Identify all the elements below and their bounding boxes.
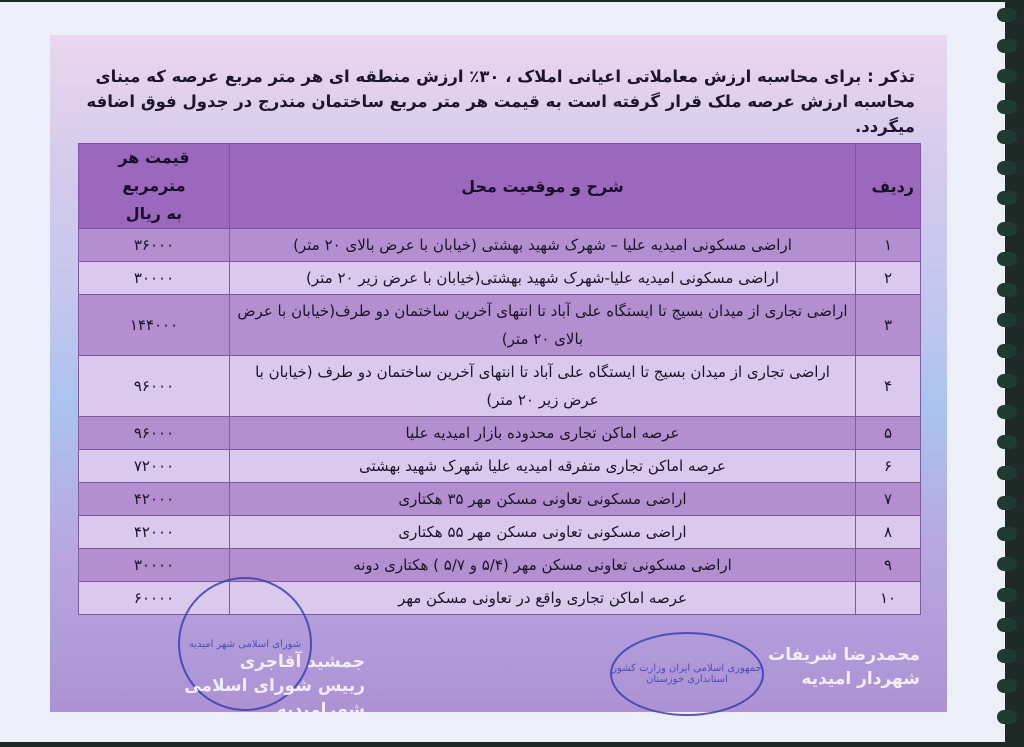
price-cell: ۷۲۰۰۰ — [79, 450, 230, 483]
binding-hole — [997, 130, 1017, 144]
price-table — [78, 143, 921, 615]
binding-hole — [997, 496, 1017, 510]
binding-hole — [997, 649, 1017, 663]
binding-hole — [997, 161, 1017, 175]
row-number-cell: ۴ — [856, 356, 921, 417]
governorate-stamp: جمهوری اسلامی ایران وزارت کشور استانداری خوزستان — [610, 632, 764, 716]
price-cell: ۳۶۰۰۰ — [79, 229, 230, 262]
row-number-cell: ۷ — [856, 483, 921, 516]
row-number-cell: ۸ — [856, 516, 921, 549]
table-row — [79, 262, 921, 295]
binding-hole — [997, 405, 1017, 419]
price-cell: ۱۴۴۰۰۰ — [79, 295, 230, 356]
description-cell: اراضی مسکونی امیدیه علیا-شهرک شهید بهشتی(خیابان با عرض زیر ۲۰ متر) — [230, 262, 856, 295]
description-cell: اراضی مسکونی تعاونی مسکن مهر ۵۵ هکتاری — [230, 516, 856, 549]
council-head-title: رییس شورای اسلامی شهرامیدیه — [184, 676, 365, 720]
council-signature-block — [95, 650, 365, 722]
row-number-cell: ۱۰ — [856, 582, 921, 615]
binding-hole — [997, 252, 1017, 266]
description-cell: عرصه اماکن تجاری متفرقه امیدیه علیا شهرک شهید بهشتی — [230, 450, 856, 483]
description-cell: عرصه اماکن تجاری واقع در تعاونی مسکن مهر — [230, 582, 856, 615]
mayor-signature-block — [720, 643, 920, 691]
price-cell: ۳۰۰۰۰ — [79, 262, 230, 295]
header-description: شرح و موقعیت محل — [230, 144, 856, 229]
binding-hole — [997, 283, 1017, 297]
description-cell: عرصه اماکن تجاری محدوده بازار امیدیه علیا — [230, 417, 856, 450]
price-cell: ۴۲۰۰۰ — [79, 483, 230, 516]
table-row — [79, 549, 921, 582]
binding-hole — [997, 466, 1017, 480]
description-cell: اراضی مسکونی تعاونی مسکن مهر (۵/۴ و ۵/۷ ) هکتاری دونه — [230, 549, 856, 582]
table-row — [79, 450, 921, 483]
binding-hole — [997, 374, 1017, 388]
price-cell: ۳۰۰۰۰ — [79, 549, 230, 582]
description-cell: اراضی تجاری از میدان بسیج تا ایستگاه علی آباد تا انتهای آخرین ساختمان دو طرف(خیابان با عرض بالای ۲۰ متر) — [230, 295, 856, 356]
table-row — [79, 483, 921, 516]
row-number-cell: ۹ — [856, 549, 921, 582]
binding-hole — [997, 191, 1017, 205]
row-number-cell: ۲ — [856, 262, 921, 295]
note-paragraph — [80, 64, 915, 139]
binding-hole — [997, 588, 1017, 602]
binding-hole — [997, 679, 1017, 693]
council-head-name: جمشید آقاجری — [239, 652, 365, 672]
binding-hole — [997, 344, 1017, 358]
note-text: برای محاسبه ارزش معاملاتی اعیانی املاک ، ۳۰٪ ارزش منطقه ای هر متر مربع عرصه که مبنای محاسبه ارزش عرصه ملک قرار گرفته است به قیمت هر متر مربع ساختمان مندرج در جدول فوق اضافه میگردد. — [86, 67, 915, 136]
binding-hole — [997, 8, 1017, 22]
header-price-line1: قیمت هر مترمربع — [118, 148, 190, 195]
binding-hole — [997, 39, 1017, 53]
binding-hole — [997, 710, 1017, 724]
binding-hole — [997, 69, 1017, 83]
header-price-line2: به ریال — [125, 204, 183, 223]
description-cell: اراضی مسکونی امیدیه علیا – شهرک شهید بهشتی (خیابان با عرض بالای ۲۰ متر) — [230, 229, 856, 262]
description-cell: اراضی تجاری از میدان بسیج تا ایستگاه علی آباد تا انتهای آخرین ساختمان دو طرف (خیابان با عرض زیر ۲۰ متر) — [230, 356, 856, 417]
mayor-title: شهردار امیدیه — [801, 669, 920, 689]
binding-holes — [997, 2, 1019, 742]
binding-hole — [997, 100, 1017, 114]
binding-hole — [997, 557, 1017, 571]
mayor-name: محمدرضا شریفات — [768, 645, 920, 665]
row-number-cell: ۵ — [856, 417, 921, 450]
header-price — [79, 144, 230, 229]
header-row-number: ردیف — [856, 144, 921, 229]
binding-hole — [997, 435, 1017, 449]
table-row — [79, 417, 921, 450]
description-cell: اراضی مسکونی تعاونی مسکن مهر ۳۵ هکتاری — [230, 483, 856, 516]
price-cell: ۹۶۰۰۰ — [79, 417, 230, 450]
row-number-cell: ۳ — [856, 295, 921, 356]
scanned-page — [0, 2, 1005, 742]
council-stamp: شورای اسلامی شهر امیدیه — [178, 577, 312, 711]
table-row — [79, 516, 921, 549]
table-row — [79, 295, 921, 356]
row-number-cell: ۱ — [856, 229, 921, 262]
table-row — [79, 229, 921, 262]
note-lead: تذکر : — [867, 67, 915, 86]
binding-hole — [997, 527, 1017, 541]
price-cell: ۹۶۰۰۰ — [79, 356, 230, 417]
binding-hole — [997, 313, 1017, 327]
row-number-cell: ۶ — [856, 450, 921, 483]
table-row — [79, 356, 921, 417]
price-cell: ۶۰۰۰۰ — [79, 582, 230, 615]
price-cell: ۴۲۰۰۰ — [79, 516, 230, 549]
binding-hole — [997, 222, 1017, 236]
binding-hole — [997, 618, 1017, 632]
table-header-row — [79, 144, 921, 229]
